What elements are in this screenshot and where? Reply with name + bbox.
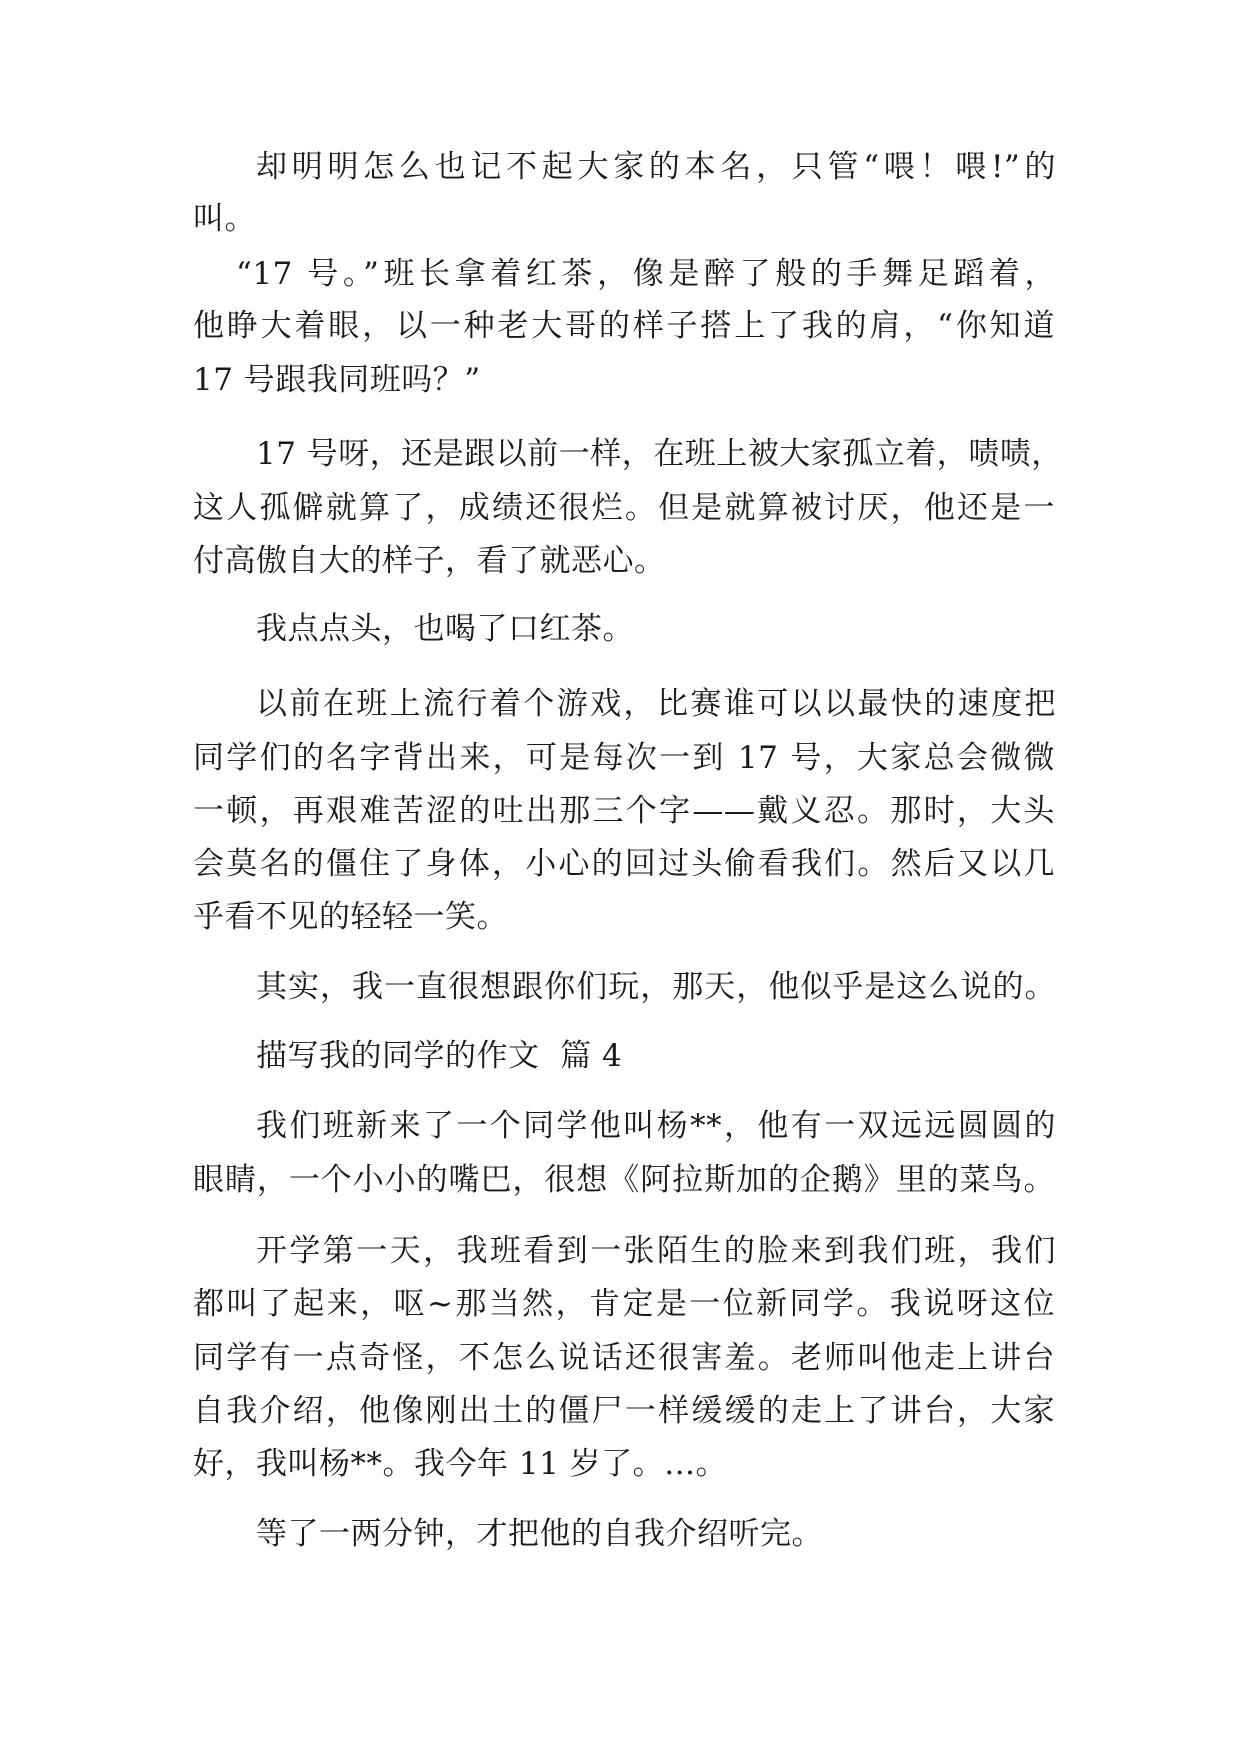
text-line: 眼睛，一个小小的嘴巴，很想《阿拉斯加的企鹅》里的菜鸟。 (193, 1162, 1055, 1198)
text-line: 17 号呀，还是跟以前一样，在班上被大家孤立着，啧啧， (256, 436, 1063, 472)
text-line: 我们班新来了一个同学他叫杨**，他有一双远远圆圆的 (256, 1108, 1056, 1144)
text-line: 同学们的名字背出来，可是每次一到 17 号，大家总会微微 (193, 740, 1055, 776)
text-line: 17 号跟我同班吗？” (193, 362, 481, 398)
text-line: 一顿，再艰难苦涩的吐出那三个字——戴义忍。那时，大头 (193, 793, 1055, 829)
text-line: “17 号。”班长拿着红茶，像是醉了般的手舞足蹈着， (236, 256, 1056, 292)
text-line: 等了一两分钟，才把他的自我介绍听完。 (256, 1516, 823, 1552)
text-line: 自我介绍，他像刚出土的僵尸一样缓缓的走上了讲台，大家 (193, 1393, 1055, 1429)
section-heading: 描写我的同学的作文 篇 4 (256, 1038, 623, 1074)
text-line: 却明明怎么也记不起大家的本名，只管“喂！喂!”的 (256, 149, 1056, 185)
text-line: 好，我叫杨**。我今年 11 岁了。…。 (193, 1446, 728, 1482)
text-line: 都叫了起来，呕~那当然，肯定是一位新同学。我说呀这位 (193, 1286, 1055, 1322)
text-line: 这人孤僻就算了，成绩还很烂。但是就算被讨厌，他还是一 (193, 490, 1055, 526)
text-line: 叫。 (193, 201, 256, 237)
text-line: 以前在班上流行着个游戏，比赛谁可以以最快的速度把 (256, 686, 1056, 722)
text-line: 付高傲自大的样子，看了就恶心。 (193, 543, 666, 579)
text-line: 他睁大着眼，以一种老大哥的样子搭上了我的肩，“你知道 (193, 308, 1055, 344)
text-line: 同学有一点奇怪，不怎么说话还很害羞。老师叫他走上讲台 (193, 1340, 1055, 1376)
text-line: 会莫名的僵住了身体，小心的回过头偷看我们。然后又以几 (193, 846, 1055, 882)
text-line: 我点点头，也喝了口红茶。 (256, 611, 634, 647)
text-line: 开学第一天，我班看到一张陌生的脸来到我们班，我们 (256, 1233, 1056, 1269)
text-line: 乎看不见的轻轻一笑。 (193, 899, 508, 935)
text-line: 其实，我一直很想跟你们玩，那天，他似乎是这么说的。 (256, 969, 1056, 1005)
